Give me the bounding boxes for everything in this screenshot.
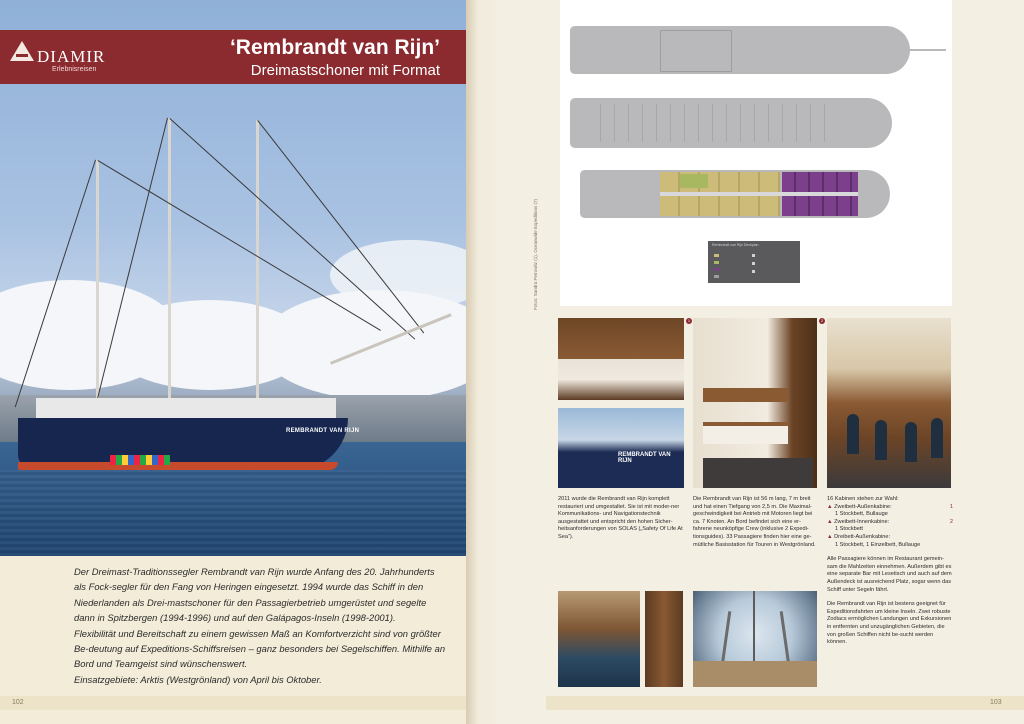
cabin-photo-inside <box>693 318 817 488</box>
cabin-photo-outside <box>558 318 684 400</box>
col2-text: Die Rembrandt van Rijn ist 56 m lang, 7 m breit und hat einen Tiefgang von 2,5 m. Die Maximal-geschwindigkeit bei Antrieb mit Motoren liegt bei ca. 7 Knoten. An Bord befindet sich eine er-fahrene neunköpfige Crew (inklusive 2 Expedi-tionsguides). 33 Passagiere finden hier eine ge-mütliche Basisstation für Touren in Westgrönland. <box>693 496 816 548</box>
text-column-1 <box>558 496 686 549</box>
cabin-entry <box>827 534 953 549</box>
intro-paragraph: Der Dreimast-Traditionssegler Rembrandt van Rijn wurde Anfang des 20. Jahrhunderts als Fock-segler für den Fang von Heringen eingesetzt. 1994 wurde das Schiff in den Niederlanden als Drei-mastschoner für den Passagierbetrieb umgerüstet und segelte dann in Spitzbergen (1994-1996) und auf den Galápagos-Inseln (1998-2001). <box>74 566 435 624</box>
triangle-bullet-icon: ▲ <box>827 503 833 510</box>
cabin-entry <box>827 504 953 519</box>
photo-marker-1: 1 <box>687 318 691 323</box>
cabin-marker: 1 <box>949 503 953 510</box>
left-page <box>0 0 466 724</box>
page-number-left: 102 <box>12 699 24 706</box>
cabin-type: Dreibett-Außenkabine: <box>834 533 891 540</box>
bow-photo <box>558 408 684 488</box>
mountain-logo-icon <box>10 41 34 61</box>
cabin-detail: 1 Stockbett, Bullauge <box>835 511 888 518</box>
triangle-bullet-icon: ▲ <box>827 518 833 525</box>
intro-text <box>74 564 446 687</box>
cabin-entry <box>827 519 953 534</box>
text-column-2 <box>693 496 819 556</box>
footer-bar <box>0 696 466 710</box>
page-subtitle: Dreimastschoner mit Format <box>250 62 440 79</box>
cabin-detail: 1 Stockbett, 1 Einzelbett, Bullauge <box>835 541 921 548</box>
gutter <box>466 0 496 724</box>
brand-tagline: Erlebnisreisen <box>52 66 97 73</box>
intro-paragraph: Flexibilität und Bereitschaft zu einem gewissen Maß an Komfortverzicht sind von größter Be-deutung auf Expeditions-Schiffsreisen – ganz besonders bei Segelschiffen. Mithilfe an Bord und Teamgeist sind wünschenswert. <box>74 627 446 670</box>
col3-paragraph: Alle Passagiere können im Restaurant gemein-sam die Mahlzeiten einnehmen. Außerdem gibt es eine separate Bar mit Lesetisch und auch auf dem Außendeck ist ausreichend Platz, sogar wenn das Schiff unter Segeln fährt. <box>827 556 952 593</box>
cabin-detail: 1 Stockbett <box>835 526 863 533</box>
footer-bar <box>546 696 1024 710</box>
bar-photo <box>827 318 951 488</box>
page-number-right: 103 <box>990 699 1002 706</box>
legend-title: Rembrandt van Rijn Deckplan <box>712 243 759 247</box>
photo-marker-2: 2 <box>820 318 824 323</box>
brand-name: DIAMIR <box>37 47 106 66</box>
cabin-type: Zweibett-Innenkabine: <box>834 518 890 525</box>
ship-name-label: REMBRANDT VAN RIJN <box>286 428 360 434</box>
triangle-bullet-icon: ▲ <box>827 533 833 540</box>
deck-photo <box>693 591 817 687</box>
restaurant-photo <box>558 591 640 687</box>
stairs-photo <box>645 591 683 687</box>
col3-paragraph: Die Rembrandt van Rijn ist bestens geeignet für Expeditionsfahrten um kleine Inseln. Zwei robuste Zodiacs ermöglichen Landungen und Exkursionen in entfernten und unzugänglichen Gebieten, die von großen Schiffen nicht be-sucht werden können. <box>827 601 952 646</box>
cabin-marker: 2 <box>949 518 953 525</box>
intro-paragraph: Einsatzgebiete: Arktis (Westgrönland) von April bis Oktober. <box>74 673 322 685</box>
col1-text: 2011 wurde die Rembrandt van Rijn komplett restauriert und umgestaltet. Sie ist mit moder-ner Kommunikations- und Navigationstechnik ausgestattet und entspricht den hohen Sicher-heitsanforderungen von SOLAS („Safety Of Life At Sea“). <box>558 496 683 540</box>
cabins-intro: 16 Kabinen stehen zur Wahl: <box>827 496 899 502</box>
cabin-type: Zweibett-Außenkabine: <box>834 503 892 510</box>
bow-name-label: REMBRANDT VAN RIJN <box>618 452 671 464</box>
text-column-3 <box>827 496 953 654</box>
photo-credit: Fotos: Sandra Petrowitz (1), Oceanwide Expeditions (7) <box>533 198 538 310</box>
page-title: ‘Rembrandt van Rijn’ <box>229 36 440 59</box>
